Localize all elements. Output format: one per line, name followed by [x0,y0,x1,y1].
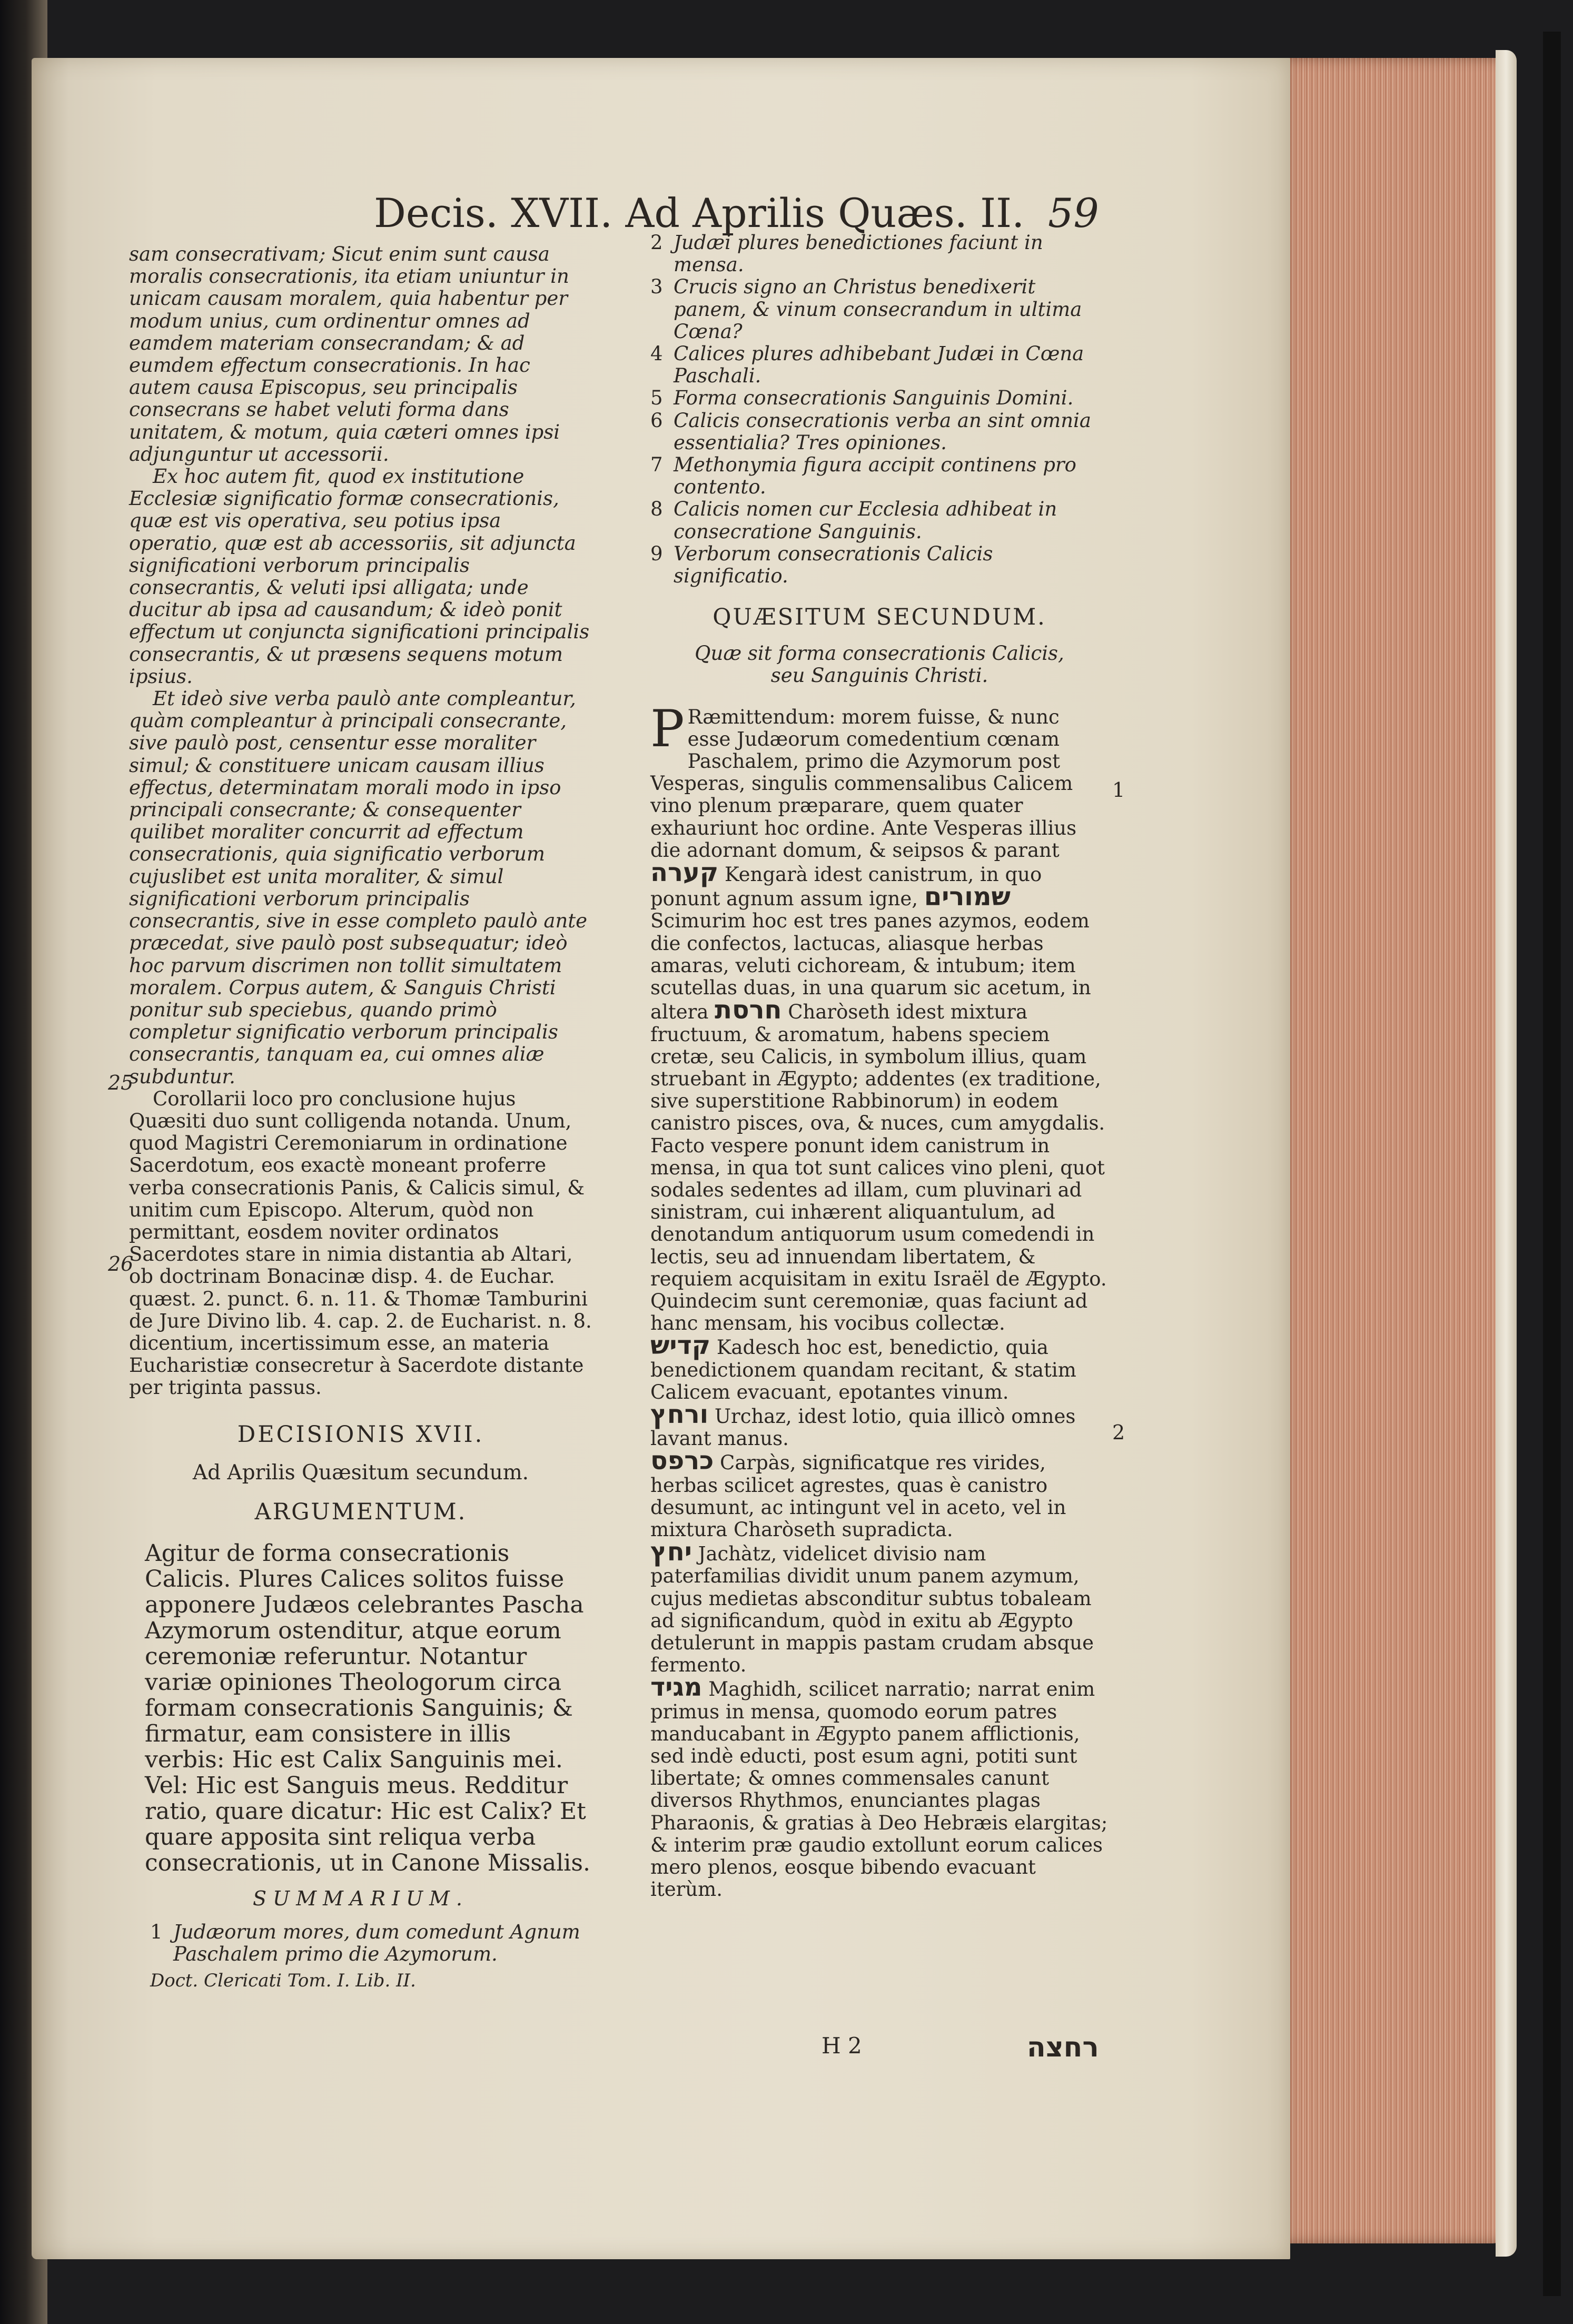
ceremony-paragraph [650,1331,1109,1403]
background-strip [1543,32,1561,2296]
ceremony-paragraph [650,1673,1109,1901]
hebrew-word: קדיש [650,1331,711,1361]
summary-item-number: 5 [650,387,663,410]
summary-item [129,1921,592,1965]
text-run: Maghidh, scilicet narratio; narrat enim primus in mensa, quomodo eorum patres manducabant in Ægypto panem afflictionis, sed indè educti, post esum agni, potiti sunt libertate; & omnes commensales canunt diversos Rhythmos, enunciantes plagas Pharaonis, & gratias à Deo Hebræis elargitas; & interim præ gaudio extollunt eorum calices mero plenos, eosque bibendo evacuant iterùm. [650,1678,1108,1901]
summary-item-number: 6 [650,409,663,432]
hebrew-word: כרפס [650,1446,714,1476]
page-footer: Doct. Clericati Tom. I. Lib. II. [150,1970,416,1992]
summary-item-text: Crucis signo an Christus benedixerit panem, & vinum consecrandum in ultima Cœna? [674,275,1082,343]
margin-number: 26 [108,1252,134,1275]
running-header: Decis. XVII. Ad Aprilis Quæs. II. [374,190,1025,236]
summary-item-text: Calicis nomen cur Ecclesia adhibeat in consecratione Sanguinis. [674,498,1057,543]
left-paragraph: Et ideò sive verba paulò ante compleantur, quàm compleantur à principali consecrante, sive paulò post, censentur esse moraliter simul; & constituere unicam causam illius effectus, determinatam morali modo in ipso principali consecrante; & consequenter quilibet moraliter concurrit ad effectum consecrationis, quia significatio verborum cujuslibet est unita moraliter, & simul significationi verborum principalis consecrantis, sive in esse completo paulò ante præcedat, sive paulò post subsequatur; ideò hoc parvum discrimen non tollit simultatem moralem. Corpus autem, & Sanguis Christi ponitur sub speciebus, quando primò completur significatio verborum principalis consecrantis, tanquam ea, cui omnes aliæ subduntur. [129,687,588,1088]
text-run: Kadesch hoc est, benedictio, quia benedictionem quandam recitant, & statim Calicem evacuant, epotantes vinum. [650,1336,1076,1403]
hebrew-word: שמורים [924,882,1011,912]
page-edges [1280,58,1506,2243]
argumentum-heading: ARGUMENTUM. [254,1498,467,1525]
summary-item-number: 4 [650,342,663,365]
summarium-heading: SUMMARIUM. [253,1886,469,1910]
ad-aprilis-heading: Ad Aprilis Quæsitum secundum. [192,1460,529,1485]
hebrew-word: מגיד [650,1673,703,1703]
summary-item [650,410,1109,454]
summary-item-number: 3 [650,275,663,299]
text-run: Carpàs, significatque res virides, herbas scilicet agrestes, quas è canistro desumunt, ac intingunt vel in aceto, vel in mixtura Charòseth supradicta. [650,1451,1066,1541]
argumentum-text: Agitur de forma consecrationis Calicis. Plures Calices solitos fuisse apponere Judæos celebrantes Pascha Azymorum ostenditur, atque eorum ceremoniæ referuntur. Notantur variæ opiniones Theologorum circa formam consecrationis Sanguinis; & firmatur, eam consistere in illis verbis: Hic est Calix Sanguinis mei. Vel: Hic est Sanguis meus. Redditur ratio, quare dicatur: Hic est Calix? Et quare apposita sint reliqua verba consecrationis, ut in Canone Missalis. [145,1539,590,1876]
summary-item-number: 9 [650,542,663,565]
summary-item-text: Judæi plures benedictiones faciunt in mensa. [674,231,1043,276]
text-run: Jachàtz, videlicet divisio nam paterfamilias dividit unum panem azymum, cujus medietas absconditur subtus tobaleam ad significandum, quòd in exitu ab Ægypto detulerunt in mappis pastam crudam absque fermento. [650,1542,1094,1677]
left-paragraph: Ex hoc autem fit, quod ex institutione Ecclesiæ significatio formæ consecrationis, quæ est vis operativa, seu potius ipsa operatio, quæ est ab accessoriis, sit adjuncta significationi verborum principalis consecrantis, & veluti ipsi alligata; unde ducitur ab ipsa ad causandum; & ideò ponit effectum ut conjuncta significationi principalis consecrantis, & ut præsens sequens motum ipsius. [129,465,590,688]
margin-number: 1 [1112,778,1125,802]
summary-item [650,232,1109,276]
summary-item-number: 2 [650,231,663,254]
left-paragraph: sam consecrativam; Sicut enim sunt causa moralis consecrationis, ita etiam uniuntur in unicam causam moralem, quia habentur per modum unius, cum ordinentur omnes ad eamdem materiam consecrandam; & ad eumdem effectum consecrationis. In hac autem causa Episcopus, seu principalis consecrans se habet veluti forma dans unitatem, & motum, quia cæteri omnes ipsi adjunguntur ut accessorii. [129,243,569,466]
margin-number: 2 [1112,1421,1125,1444]
main-paragraph [650,699,1109,1335]
hebrew-word: יחץ [650,1537,692,1567]
summary-item [650,543,1109,587]
summary-item [650,276,1109,343]
decisionis-heading: DECISIONIS XVII. [237,1421,484,1448]
text-run: Charòseth idest mixtura fructuum, & aromatum, habens speciem cretæ, seu Calicis, in symbolum illius, quam struebant in Ægypto; addentes (ex traditione, sive superstitione Rabbinorum) in eodem canistro pisces, ova, & nuces, cum amygdalis. Facto vespere ponunt idem canistrum in mensa, in qua tot sunt calices vino pleni, quot sodales sedentes ad illam, cum pluvinari ad sinistram, cui inhærent aliquantulum, ad denotandum antiquorum usum comedendi in lectis, seu ad innuendam libertatem, & requiem acquisitam in exitu Israël de Ægypto. Quindecim sunt ceremoniæ, quas faciunt ad hanc mensam, his vocibus collectæ. [650,1001,1107,1335]
left-column [129,243,592,1992]
summary-item-text: Forma consecrationis Sanguinis Domini. [674,387,1074,410]
page-number: 59 [1048,190,1099,236]
corollary-paragraph: Corollarii loco pro conclusione hujus Quæsiti duo sunt colligenda notanda. Unum, quod Magistri Ceremoniarum in ordinatione Sacerdotum, eos exactè moneant proferre verba consecrationis Panis, & Calicis simul, & unitim cum Episcopo. Alterum, quòd non permittant, eosdem noviter ordinatos Sacerdotes stare in nimia distantia ab Altari, [129,1087,585,1266]
summary-item-text: Verborum consecrationis Calicis significatio. [674,542,993,588]
summary-item [650,454,1109,498]
text-run: Kengarà idest canistrum, in quo ponunt agnum assum igne, [650,863,1042,911]
summary-item-number: 8 [650,498,663,521]
signature-mark: H 2 [822,2033,862,2059]
book-cover-edge [1496,50,1517,2257]
hebrew-word: ורחץ [650,1399,709,1429]
text-run: Urchaz, idest lotio, quia illicò omnes lavant manus. [650,1405,1076,1450]
text-run: Ræmittendum: morem fuisse, & nunc esse Judæorum comedentium cœnam Paschalem, primo die Azymorum post Vesperas, singulis commensalibus Calicem vino plenum præparare, quem quater exhauriunt hoc ordine. Ante Vesperas illius die adornant domum, & seipsos & parant [650,705,1077,862]
summary-item-text: Judæorum mores, dum comedunt Agnum Paschalem primo die Azymorum. [173,1920,580,1966]
summary-item [650,343,1109,387]
summary-item-number: 1 [150,1920,163,1943]
ceremony-paragraph [650,1446,1109,1541]
question-heading: Quæ sit forma consecrationis Calicis, seu Sanguinis Christi. [695,642,1064,687]
summary-item-text: Methonymia figura accipit continens pro contento. [674,453,1076,499]
summary-item-number: 7 [650,453,663,477]
hebrew-word: קערה [650,858,719,888]
summary-item-text: Calicis consecrationis verba an sint omnia essentialia? Tres opiniones. [674,409,1091,454]
summary-item [650,498,1109,542]
ceremony-paragraph [650,1537,1109,1677]
drop-cap: P [650,699,685,758]
right-column [650,232,1109,1901]
summary-item-text: Calices plures adhibebant Judæi in Cœna Paschali. [674,342,1084,388]
citation-paragraph: ob doctrinam Bonacinæ disp. 4. de Euchar. quæst. 2. punct. 6. n. 11. & Thomæ Tamburini de Jure Divino lib. 4. cap. 2. de Eucharist. n. 8. dicentium, incertissimum esse, an materia Eucharistiæ consecretur à Sacerdote distante per triginta passus. [129,1265,592,1399]
quaesitum-heading: QUÆSITUM SECUNDUM. [713,604,1046,631]
ceremony-paragraph [650,1399,1109,1450]
catchword-hebrew: רחצה [1027,2032,1099,2063]
summary-item [650,387,1109,409]
text-run: Scimurim hoc est tres panes azymos, eodem die confectos, lactucas, aliasque herbas amaras, veluti cichoream, & intubum; item scutellas duas, in una quarum sic acetum, in altera [650,909,1091,1024]
hebrew-word: חרסת [715,995,782,1025]
summary-list [650,232,1109,587]
margin-number: 25 [108,1071,134,1094]
